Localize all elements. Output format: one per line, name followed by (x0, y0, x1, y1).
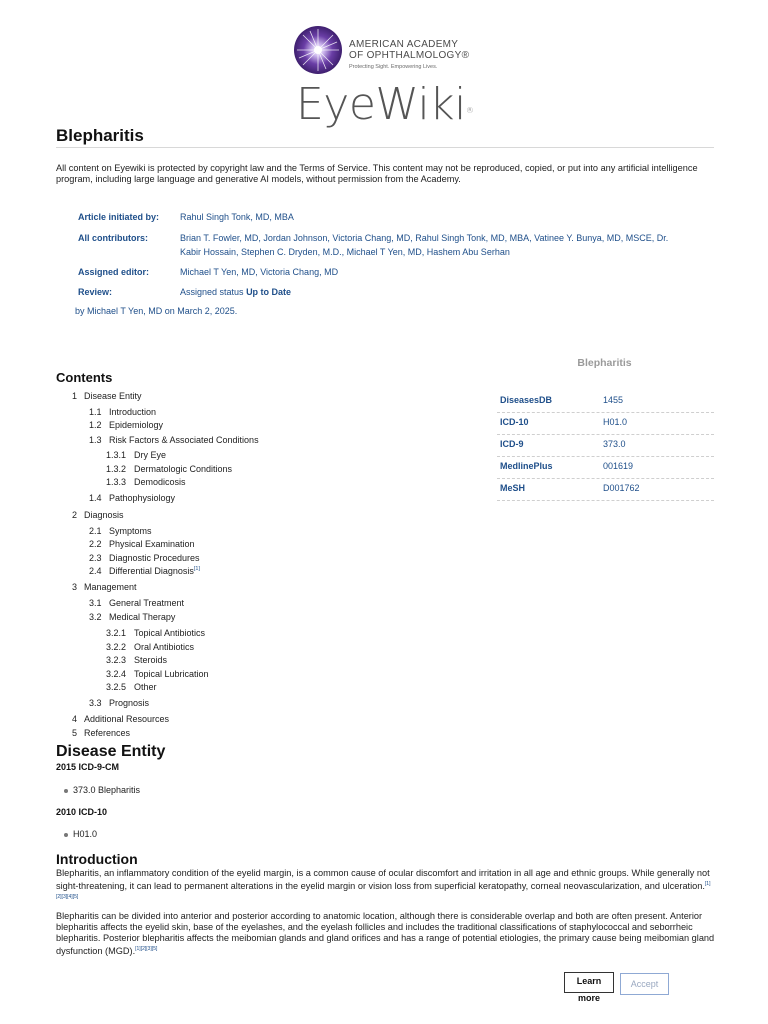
toc-item[interactable] (89, 493, 175, 503)
toc-item[interactable] (89, 566, 200, 576)
toc-item-label: Topical Antibiotics (134, 628, 206, 638)
toc-item-number: 2.2 (89, 539, 102, 549)
intro-paragraph-2-refs[interactable]: [1][2][3][5] (135, 946, 158, 952)
org-name (349, 39, 469, 61)
org-name-line1: AMERICAN ACADEMY (349, 39, 459, 50)
toc-item-number: 3.2.2 (106, 642, 127, 652)
toc-item[interactable] (106, 464, 232, 474)
review-label: Review: (78, 287, 113, 297)
toc-item-label: Management (84, 582, 137, 592)
initiated-value[interactable]: Rahul Singh Tonk, MD, MBA (180, 212, 294, 222)
toc-item-number: 3.2.1 (106, 628, 127, 638)
contributors-value[interactable]: Brian T. Fowler, MD, Jordan Johnson, Victoria Chang, MD, Rahul Singh Tonk, MD, MBA, Vatinee Y. Bunya, MD, MSCE, Dr. Kabir Hossain, Stephen C. Dryden, M.D., Michael T Yen, MD, Hashem Abu Serhan (180, 233, 669, 257)
infobox-row (497, 391, 714, 413)
toc-item[interactable] (89, 612, 175, 622)
toc-item-number: 3.2.4 (106, 669, 127, 679)
toc-item-label: Diagnostic Procedures (109, 553, 200, 563)
toc-item[interactable] (72, 582, 137, 592)
toc-item-label: Dry Eye (134, 450, 167, 460)
toc-item-number: 2.1 (89, 526, 102, 536)
toc-item[interactable] (72, 714, 169, 724)
infobox-value[interactable]: 001619 (603, 461, 634, 471)
icd9-list-item (64, 785, 140, 795)
introduction-heading: Introduction (56, 851, 138, 867)
toc-item[interactable] (89, 539, 195, 549)
page-title: Blepharitis (56, 126, 144, 145)
infobox-value[interactable]: 373.0 (603, 439, 626, 449)
toc-item-number: 3 (72, 582, 78, 592)
toc-item-number: 1.4 (89, 493, 102, 503)
infobox-value[interactable]: D001762 (603, 483, 640, 493)
review-status[interactable]: Up to Date (246, 287, 292, 297)
intro-paragraph-2-text: Blepharitis can be divided into anterior and posterior according to anatomic location, although there is considerable overlap and both are often present. Anterior blepharitis affects the eyelid skin, base of the eyelashes, and the eyelash follicles and includes the traditional classifications of staphylococcal and seborrheic blepharitis. Posterior blepharitis affects the meibomian glands and gland orifices and has a range of potential etiologies, the primary cause being meibomian gland dysfunction (MGD). (56, 911, 715, 957)
toc-item-label: General Treatment (109, 598, 185, 608)
toc-item-label: Demodicosis (134, 477, 186, 487)
disease-entity-heading: Disease Entity (56, 743, 166, 760)
intro-paragraph-1 (56, 868, 716, 905)
toc-item-label: Steroids (134, 655, 168, 665)
site-logo-text[interactable] (296, 80, 473, 130)
toc-item-label: Pathophysiology (109, 493, 176, 503)
toc-item-number: 1.3.2 (106, 464, 127, 474)
toc-item-number: 3.2.5 (106, 682, 127, 692)
infobox-value[interactable]: H01.0 (603, 417, 628, 427)
contributors-label: All contributors: (78, 233, 148, 243)
toc-item[interactable] (106, 450, 166, 460)
toc-item[interactable] (106, 682, 157, 692)
toc-item-number: 4 (72, 714, 78, 724)
toc-item-number: 5 (72, 728, 78, 738)
icd10-list-item (64, 829, 97, 839)
toc-item-label: References (84, 728, 131, 738)
copyright-notice: All content on Eyewiki is protected by copyright law and the Terms of Service. This content may not be reproduced, copied, or put into any artificial intelligence program, including large language and generative AI models, without permission from the Academy. (56, 163, 698, 184)
toc-item-number: 1.3.1 (106, 450, 127, 460)
review-prefix: Assigned status (180, 287, 244, 297)
toc-item[interactable] (106, 655, 167, 665)
toc-item-number: 3.2.3 (106, 655, 127, 665)
toc-item[interactable] (72, 728, 130, 738)
initiated-label: Article initiated by: (78, 212, 160, 222)
toc-item[interactable] (89, 435, 259, 445)
toc-item-label: Prognosis (109, 698, 150, 708)
toc-item[interactable] (89, 598, 184, 608)
toc-item-reference[interactable]: [1] (193, 566, 201, 572)
learn-more-button[interactable]: Learn more (564, 972, 614, 993)
accept-button[interactable]: Accept (620, 973, 669, 995)
infobox-row (497, 457, 714, 479)
toc-item[interactable] (106, 642, 194, 652)
infobox-row (497, 413, 714, 435)
toc-item-label: Additional Resources (84, 714, 170, 724)
org-tagline: Protecting Sight. Empowering Lives. (349, 64, 438, 70)
toc-item-label: Epidemiology (109, 420, 164, 430)
intro-paragraph-1-text: Blepharitis, an inflammatory condition of the eyelid margin, is a common cause of ocular discomfort and irritation in all age and ethnic groups. While generally not sight-threatening, it can lead to permanent alterations in the eyelid margin or vision loss from superficial keratopathy, corneal neovascularization, and ulceration. (56, 868, 710, 892)
site-registered-mark: ® (465, 106, 474, 115)
contents-heading: Contents (56, 370, 113, 385)
toc-item[interactable] (106, 628, 205, 638)
toc-item-number: 3.1 (89, 598, 102, 608)
icd10-heading: 2010 ICD-10 (56, 807, 108, 817)
infobox-key[interactable]: ICD-10 (500, 417, 529, 427)
toc-item-number: 2 (72, 510, 78, 520)
toc-item-label: Topical Lubrication (134, 669, 209, 679)
toc-item[interactable] (72, 510, 124, 520)
infobox-table (497, 391, 714, 501)
toc-item-label: Differential Diagnosis (109, 566, 194, 576)
toc-item[interactable] (89, 420, 163, 430)
toc-item-label: Disease Entity (84, 391, 142, 401)
toc-item-number: 1.2 (89, 420, 102, 430)
toc-item-number: 2.4 (89, 566, 102, 576)
toc-item-label: Oral Antibiotics (134, 642, 195, 652)
toc-item-label: Introduction (109, 407, 157, 417)
infobox-value[interactable]: 1455 (603, 395, 624, 405)
toc-item-number: 1.1 (89, 407, 102, 417)
toc-item[interactable] (106, 477, 186, 487)
aao-starburst-logo-icon (294, 26, 342, 74)
toc-item[interactable] (72, 391, 142, 401)
site-name: EyeWiki (296, 79, 466, 130)
icd10-item-text: H01.0 (73, 829, 98, 839)
review-value (180, 285, 690, 299)
org-name-line2: OF OPHTHALMOLOGY® (349, 50, 470, 61)
toc-item-label: Symptoms (109, 526, 152, 536)
infobox-row (497, 435, 714, 457)
toc-item-number: 2.3 (89, 553, 102, 563)
infobox-key[interactable]: MeSH (500, 483, 526, 493)
toc-item-label: Risk Factors & Associated Conditions (109, 435, 259, 445)
toc-item-number: 3.3 (89, 698, 102, 708)
title-divider (56, 147, 714, 148)
toc-item[interactable] (89, 526, 152, 536)
infobox-title: Blepharitis (577, 357, 632, 369)
intro-paragraph-1-refs[interactable]: [1][2][3][4][5] (56, 881, 711, 901)
toc-item-label: Other (134, 682, 157, 692)
infobox-row (497, 479, 714, 501)
intro-paragraph-2 (56, 911, 716, 957)
toc-item-number: 1 (72, 391, 78, 401)
toc-item-number: 3.2 (89, 612, 102, 622)
toc-item[interactable] (89, 698, 149, 708)
infobox-key[interactable]: ICD-9 (500, 439, 524, 449)
toc-item[interactable] (89, 407, 156, 417)
toc-item-number: 1.3 (89, 435, 102, 445)
toc-item-label: Diagnosis (84, 510, 124, 520)
toc-item-label: Physical Examination (109, 539, 195, 549)
toc-item-label: Medical Therapy (109, 612, 176, 622)
toc-item-number: 1.3.3 (106, 477, 127, 487)
toc-item-label: Dermatologic Conditions (134, 464, 233, 474)
review-by-line[interactable]: by Michael T Yen, MD on March 2, 2025. (75, 306, 238, 316)
infobox-key[interactable]: DiseasesDB (500, 395, 553, 405)
toc-item[interactable] (106, 669, 209, 679)
editor-value[interactable]: Michael T Yen, MD, Victoria Chang, MD (180, 267, 339, 277)
infobox-key[interactable]: MedlinePlus (500, 461, 553, 471)
editor-label: Assigned editor: (78, 267, 150, 277)
toc-item[interactable] (89, 553, 200, 563)
icd9-item-text: 373.0 Blepharitis (73, 785, 141, 795)
icd9-heading: 2015 ICD-9-CM (56, 762, 120, 772)
